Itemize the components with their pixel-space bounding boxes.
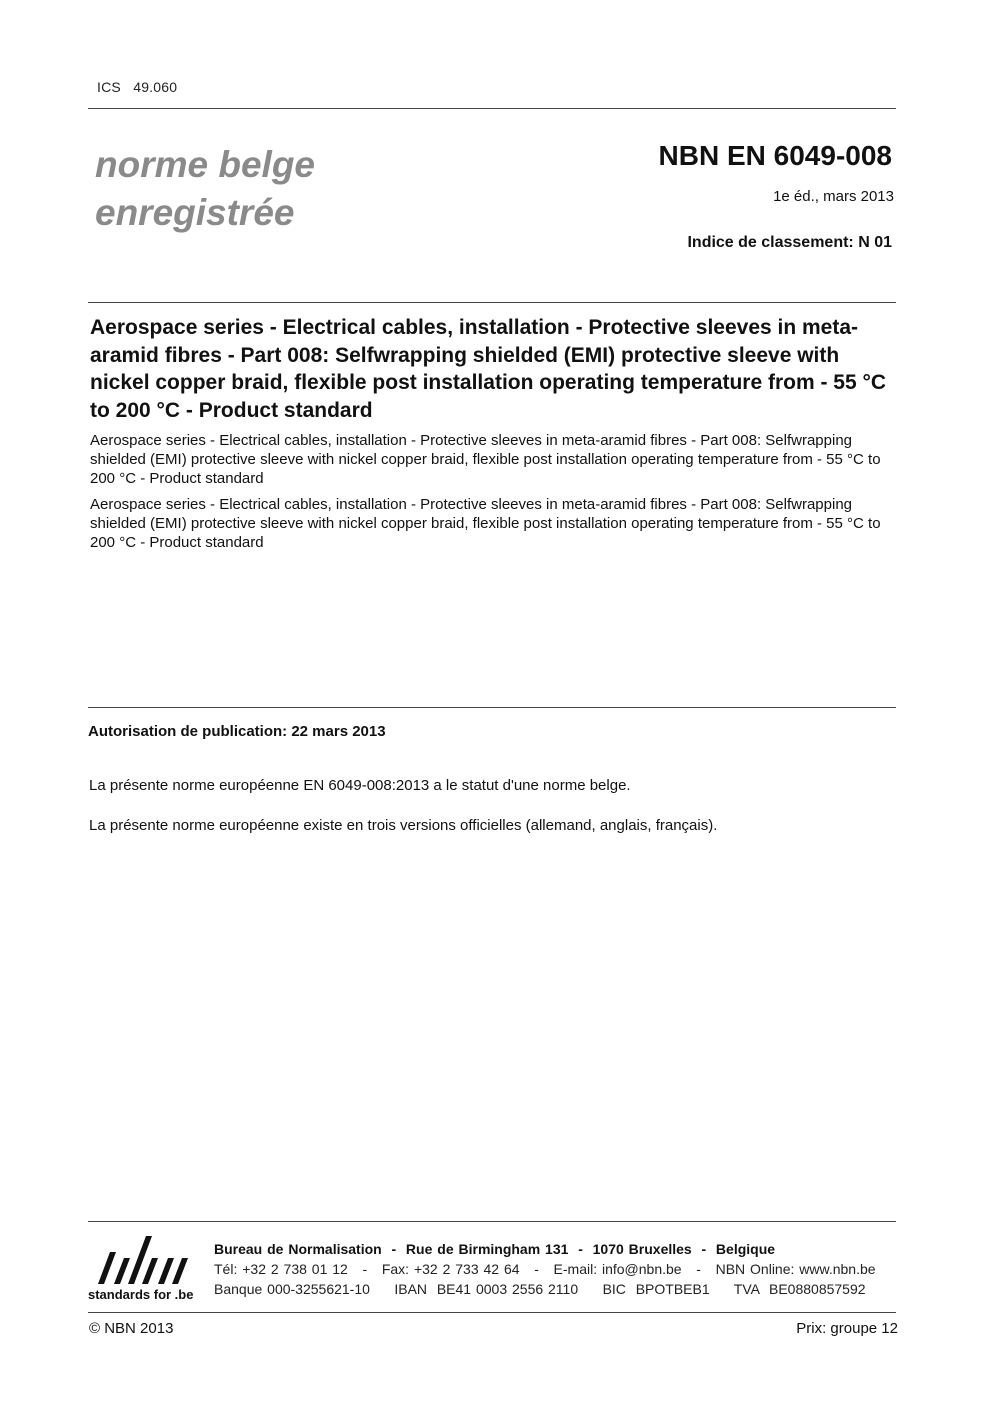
publication-divider bbox=[88, 707, 896, 708]
classification-index: Indice de classement: N 01 bbox=[687, 234, 892, 251]
footer-banking: Banque 000-3255621-10 IBAN BE41 0003 2556 2110 BIC BPOTBEB1 TVA BE0880857592 bbox=[214, 1281, 866, 1297]
brand-line-1: norme belge bbox=[95, 144, 315, 185]
brand-line-2: enregistrée bbox=[95, 192, 295, 233]
document-title: Aerospace series - Electrical cables, installation - Protective sleeves in meta-aramid fibres - Part 008: Selfwrapping shielded (EMI) protective sleeve with nickel copper braid, flexible post installation operating temperature from - 55 °C to 200 °C - Product standard bbox=[90, 316, 887, 422]
ics-code: ICS 49.060 bbox=[97, 79, 178, 95]
footer-divider bbox=[88, 1221, 896, 1222]
versions-paragraph: La présente norme européenne existe en trois versions officielles (allemand, anglais, français). bbox=[89, 817, 718, 834]
bottom-divider bbox=[88, 1312, 896, 1313]
status-paragraph: La présente norme européenne EN 6049-008:2013 a le statut d'une norme belge. bbox=[89, 777, 631, 794]
logo-tagline: standards for .be bbox=[88, 1287, 194, 1302]
brand-title bbox=[95, 141, 315, 237]
title-divider bbox=[88, 302, 896, 303]
footer-contact: Tél: +32 2 738 01 12 - Fax: +32 2 733 42 64 - E-mail: info@nbn.be - NBN Online: www.nbn.be bbox=[214, 1261, 876, 1277]
copyright: © NBN 2013 bbox=[89, 1320, 174, 1337]
standard-number: NBN EN 6049-008 bbox=[658, 140, 892, 171]
footer-address: Bureau de Normalisation - Rue de Birmingham 131 - 1070 Bruxelles - Belgique bbox=[214, 1241, 776, 1257]
header-divider bbox=[88, 108, 896, 109]
price-group: Prix: groupe 12 bbox=[796, 1320, 898, 1337]
edition-info: 1e éd., mars 2013 bbox=[773, 188, 894, 205]
publication-authorization: Autorisation de publication: 22 mars 2013 bbox=[88, 723, 386, 740]
document-title-alt-1: Aerospace series - Electrical cables, installation - Protective sleeves in meta-aramid fibres - Part 008: Selfwrapping shielded (EMI) protective sleeve with nickel copper braid, flexible post installation operating temperature from - 55 °C to 200 °C - Product standard bbox=[90, 432, 881, 487]
document-title-alt-2: Aerospace series - Electrical cables, installation - Protective sleeves in meta-aramid fibres - Part 008: Selfwrapping shielded (EMI) protective sleeve with nickel copper braid, flexible post installation operating temperature from - 55 °C to 200 °C - Product standard bbox=[90, 496, 881, 551]
